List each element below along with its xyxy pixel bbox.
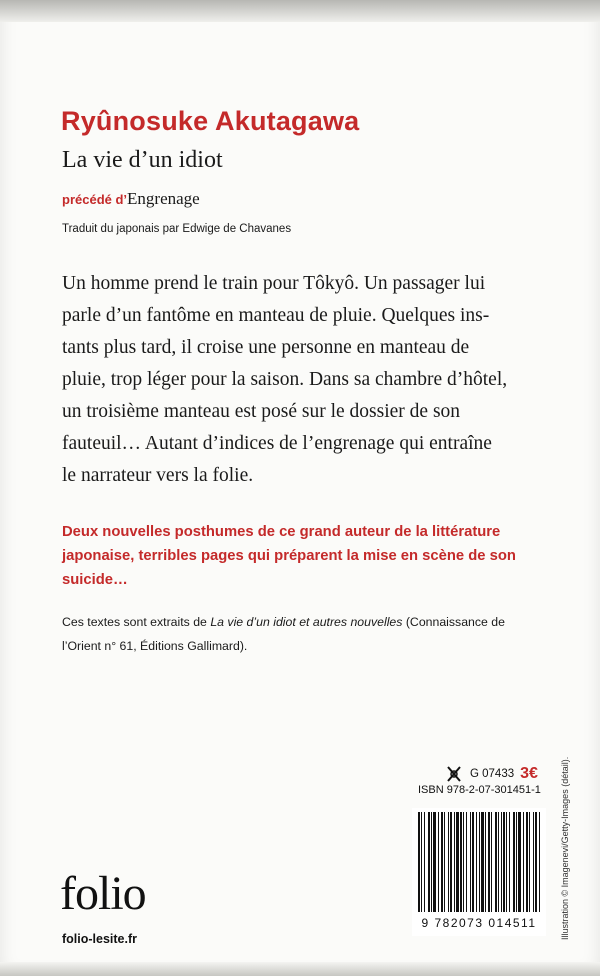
barcode-bar [509, 812, 510, 912]
highlight-line: Deux nouvelles posthumes de ce grand auteur de la littérature [62, 524, 501, 540]
barcode-bar [424, 812, 425, 912]
barcode-bar [501, 812, 502, 912]
blurb-line: pluie, trop léger pour la saison. Dans sa chambre d’hôtel, [62, 369, 508, 390]
barcode-bar [472, 812, 474, 912]
barcode-bar [529, 812, 530, 912]
barcode-bar [488, 812, 490, 912]
barcode-bar [526, 812, 528, 912]
barcode-bar [491, 812, 492, 912]
barcode-bar [448, 812, 449, 912]
barcode [412, 808, 546, 936]
barcode-bar [518, 812, 521, 912]
barcode-bar [466, 812, 467, 912]
source-note-line [62, 610, 582, 634]
source-note [62, 610, 582, 658]
blurb-line: un troisième manteau est posé sur le dossier de son [62, 401, 461, 422]
isbn: ISBN 978-2-07-301451-1 [418, 784, 541, 796]
highlight-line: suicide… [62, 572, 128, 588]
barcode-bar [418, 812, 420, 912]
barcode-bar [421, 812, 422, 912]
barcode-bar [433, 812, 436, 912]
barcode-bar [506, 812, 507, 912]
blurb-line: parle d’un fantôme en manteau de pluie. Quelques ins- [62, 305, 490, 326]
publisher-logo: folio [60, 867, 146, 920]
barcode-digits: 9 782073 014511 [421, 916, 537, 930]
barcode-bar [450, 812, 452, 912]
barcode-bar [479, 812, 480, 912]
illustration-credit: Illustration © Imagenevi/Getty-Images (détail). [560, 756, 570, 940]
barcode-bar [513, 812, 515, 912]
blurb-line: tants plus tard, il croise une personne en manteau de [62, 337, 470, 358]
barcode-bar [431, 812, 432, 912]
barcode-bar [460, 812, 462, 912]
barcode-bar [463, 812, 464, 912]
catalog-code: G 07433 [470, 768, 515, 780]
catalog-row [444, 764, 538, 784]
price-tag: 3€ [520, 765, 538, 782]
barcode-bar [438, 812, 439, 912]
publisher-mark-icon [444, 764, 464, 784]
book-title: La vie d’un idiot [62, 147, 223, 173]
highlight-text [62, 520, 582, 592]
barcode-bar [516, 812, 517, 912]
barcode-bar [539, 812, 540, 912]
barcode-bar [485, 812, 486, 912]
blurb [62, 268, 582, 492]
author-name: Ryûnosuke Akutagawa [61, 106, 360, 136]
barcode-bar [456, 812, 459, 912]
subtitle-prefix: précédé d’ [62, 192, 128, 207]
barcode-bar [503, 812, 505, 912]
blurb-line: Un homme prend le train pour Tôkyô. Un passager lui [62, 273, 486, 294]
barcode-bar [476, 812, 477, 912]
barcode-bar [533, 812, 534, 912]
barcode-bar [441, 812, 443, 912]
barcode-bar [481, 812, 484, 912]
barcode-bar [535, 812, 537, 912]
source-note-suffix: (Connaissance de [402, 615, 505, 629]
publisher-website: folio-lesite.fr [62, 932, 138, 946]
blurb-line: fauteuil… Autant d’indices de l’engrenage qui entraîne [62, 433, 492, 454]
book-subtitle [62, 189, 200, 209]
barcode-bar [470, 812, 471, 912]
barcode-bar [428, 812, 430, 912]
subtitle-work: Engrenage [127, 189, 200, 208]
barcode-bar [523, 812, 524, 912]
translator-credit: Traduit du japonais par Edwige de Chavanes [62, 223, 292, 235]
source-note-line: l’Orient n° 61, Éditions Gallimard). [62, 639, 248, 653]
barcode-bars [412, 808, 546, 918]
barcode-bar [498, 812, 499, 912]
source-book-title: La vie d’un idiot et autres nouvelles [210, 615, 403, 629]
highlight-line: japonaise, terribles pages qui préparent la mise en scène de son [62, 548, 516, 564]
blurb-line: le narrateur vers la folie. [62, 465, 254, 486]
source-note-prefix: Ces textes sont extraits de [62, 615, 211, 629]
barcode-bar [444, 812, 445, 912]
barcode-bar [495, 812, 497, 912]
barcode-bar [454, 812, 455, 912]
